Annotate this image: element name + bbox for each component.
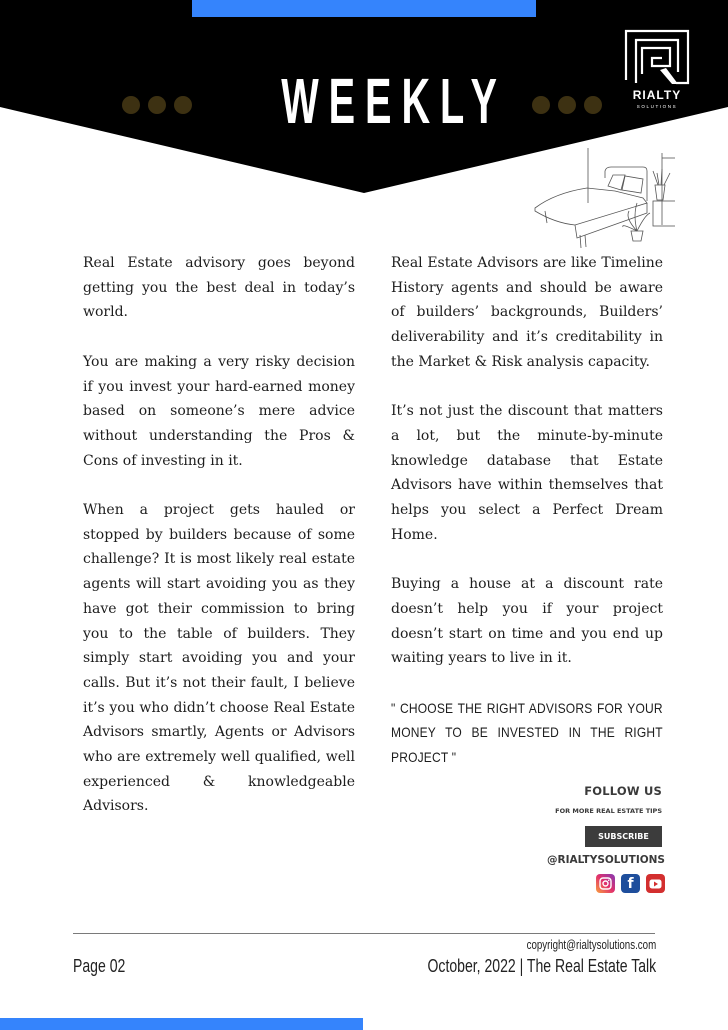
paragraph: Real Estate Advisors are like Timeline History agents and should be aware of builders’ backgrounds, Builders’ deliverability and it’s creditability in the Market & Risk analysis capacity. xyxy=(391,255,663,370)
social-handle[interactable]: @RIALTYSOLUTIONS xyxy=(546,854,665,866)
bottom-accent-bar xyxy=(0,1018,363,1030)
paragraph: When a project gets hauled or stopped by builders because of some challenge? It is most likely real estate agents will start avoiding you as they have got their commission to bring you to the table of builders. They simply start avoiding you and your calls. But it’s not their fault, I believe it’s you who didn’t choose Real Estate Advisors smartly, Agents or Advisors who are extremely well qualified, well experienced & knowledgeable Advisors. xyxy=(83,502,355,815)
bedroom-illustration xyxy=(525,143,675,248)
page-number: Page 02 xyxy=(73,956,126,976)
logo-tagline: SOLUTIONS xyxy=(636,104,678,109)
top-accent-bar xyxy=(192,0,536,17)
logo-wordmark: RIALTY xyxy=(632,88,682,102)
issue-info: October, 2022 | The Real Estate Talk xyxy=(427,956,656,976)
follow-subtitle: FOR MORE REAL ESTATE TIPS xyxy=(555,807,662,815)
article-left-column xyxy=(83,251,355,844)
decorative-dots-right xyxy=(532,96,602,114)
paragraph: You are making a very risky decision if you invest your hard-earned money based on someone’s mere advice without understanding the Pros & Cons of investing in it. xyxy=(83,353,355,469)
dot xyxy=(174,96,192,114)
copyright-email[interactable]: copyright@rialtysolutions.com xyxy=(526,938,656,952)
facebook-icon[interactable]: f xyxy=(621,874,640,893)
footer-divider xyxy=(73,933,655,934)
newsletter-title: WEEKLY xyxy=(281,65,507,137)
dot xyxy=(148,96,166,114)
paragraph: It’s not just the discount that matters a lot, but the minute-by-minute knowledge database that Estate Advisors have within themselves that helps you select a Perfect Dream Home. xyxy=(391,403,663,543)
paragraph: Real Estate advisory goes beyond getting you the best deal in today’s world. xyxy=(83,255,355,321)
instagram-icon[interactable] xyxy=(596,874,615,893)
dot xyxy=(584,96,602,114)
subscribe-button[interactable]: SUBSCRIBE xyxy=(585,826,662,847)
pull-quote: " CHOOSE THE RIGHT ADVISORS FOR YOUR MONEY TO BE INVESTED IN THE RIGHT PROJECT " xyxy=(391,699,663,766)
paragraph: Buying a house at a discount rate doesn’t help you if your project doesn’t start on time and you end up waiting years to live in it. xyxy=(391,576,663,667)
social-links xyxy=(596,874,665,893)
youtube-glyph xyxy=(649,879,662,889)
youtube-icon[interactable] xyxy=(646,874,665,893)
follow-section xyxy=(555,784,662,815)
instagram-glyph xyxy=(599,877,612,890)
dot xyxy=(532,96,550,114)
dot xyxy=(558,96,576,114)
dot xyxy=(122,96,140,114)
article-right-column xyxy=(391,251,663,770)
decorative-dots-left xyxy=(122,96,192,114)
follow-title: FOLLOW US xyxy=(584,784,662,798)
